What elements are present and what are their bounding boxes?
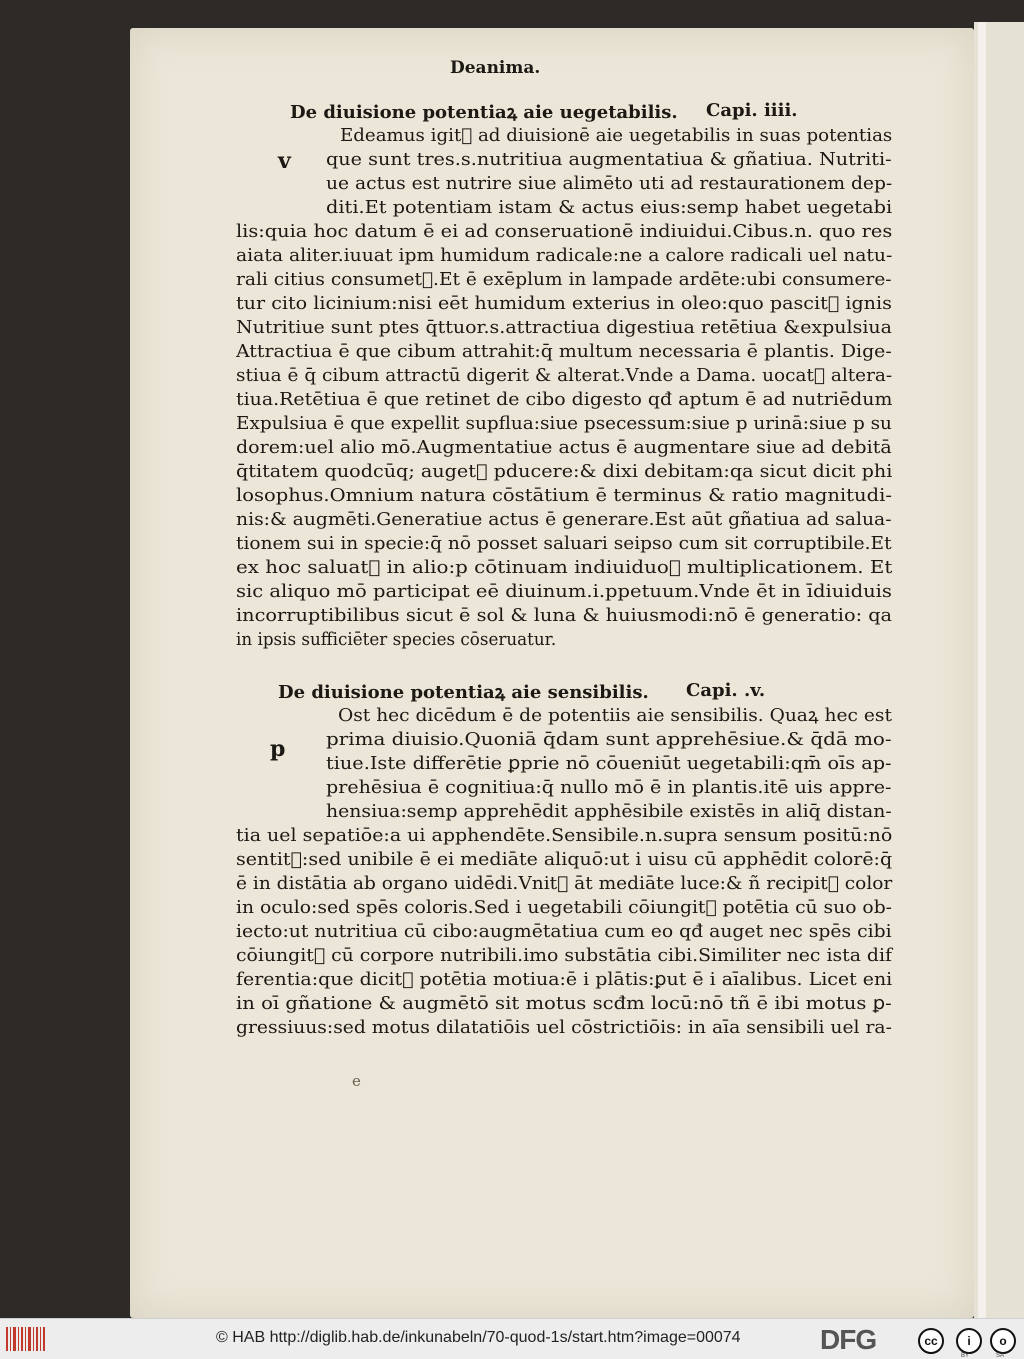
text-line: tiue.Iste differētie ꝑprie nō cōueniūt uegetabili:qm̄ oīs ap-: [326, 753, 892, 774]
text-line: tia uel sepatiōe:a ui apphendēte.Sensibile.n.supra sensum positū:nō: [236, 825, 893, 846]
chapter-5-number: Capi. .v.: [686, 680, 766, 701]
text-line: lis:quia hoc datum ē ei ad conseruationē indiuidui.Cibus.n. quo res: [236, 221, 893, 242]
source-url-link[interactable]: © HAB http://diglib.hab.de/inkunabeln/70-quod-1s/start.htm?image=00074: [216, 1329, 741, 1346]
text-line: sentitᷣ:sed unibile ē ei mediāte aliquō:ut i uisu cū apphēdit colorē:q̄: [236, 849, 893, 870]
text-line: hensiua:semp apprehēdit apphēsibile existēs in aliq̄ distan-: [326, 801, 892, 822]
text-line: ferentia:que dicitᷣ potētia motiua:ē i plātis:ꝑut ē i aīalibus. Licet eni: [236, 969, 893, 990]
text-line: dorem:uel alio mō.Augmentatiue actus ē augmentare siue ad debitā: [236, 437, 892, 458]
text-line: rali citius consumetᷣ.Et ē exēplum in lampade ardēte:ubi consumere-: [236, 269, 892, 290]
text-line: prima diuisio.Quoniā q̄dam sunt apprehēsiue.& q̄dā mo-: [326, 729, 892, 750]
text-line: que sunt tres.s.nutritiua augmentatiua & gñatiua. Nutriti-: [326, 149, 892, 170]
text-line: losophus.Omnium natura cōstātium ē terminus & ratio magnitudi-: [236, 485, 892, 506]
text-line: aiata aliter.iuuat ipm humidum radicale:ne a calore radicali uel natu-: [236, 245, 893, 266]
text-line: Nutritiue sunt ptes q̄ttuor.s.attractiua digestiua retētiua &expulsiua: [236, 317, 892, 338]
chapter-4-number: Capi. iiii.: [706, 100, 798, 121]
cc-license-icon[interactable]: cc: [918, 1328, 944, 1354]
text-line: Expulsiua ē que expellit supflua:siue psecessum:siue p urinā:siue p su: [236, 413, 892, 434]
text-line: cōiungitᷣ cū corpore nutribili.imo substātia cibi.Similiter nec ista dif: [236, 945, 892, 966]
text-line: stiua ē q̄ cibum attractū digerit & alterat.Vnde a Dama. uocatᷣ altera-: [236, 365, 893, 386]
text-line: ē in distātia ab organo uidēdi.Vnitᷣ āt mediāte luce:& ñ recipitᷣ color: [236, 873, 893, 894]
text-line: iecto:ut nutritiua cū cibo:augmētatiua cum eo qđ auget nec spēs cibi: [236, 921, 892, 942]
text-line: tiua.Retētiua ē que retinet de cibo digesto qđ aptum ē ad nutriēdum: [236, 389, 893, 410]
sa-license-icon[interactable]: o: [990, 1328, 1016, 1354]
footer-bar: [0, 1318, 1024, 1359]
sa-label: SA: [996, 1353, 1005, 1359]
chapter-4-heading: De diuisione potentiaꝝ aie uegetabilis.: [290, 102, 678, 123]
text-line: ex hoc saluatᷣ in alio:p cōtinuam indiuiduoꝝ multiplicationem. Et: [236, 557, 893, 578]
text-line: incorruptibilibus sicut ē sol & luna & huiusmodi:nō ē generatio: qa: [236, 605, 893, 626]
text-line: Attractiua ē que cibum attrahit:q̄ multum necessaria ē plantis. Dige-: [236, 341, 892, 362]
text-line: prehēsiua ē cognitiua:q̄ nullo mō ē in plantis.itē uis appre-: [326, 777, 892, 798]
chapter-4-initial: v: [278, 148, 291, 174]
text-line: gressiuus:sed motus dilatatiōis uel cōstrictiōis: in aīa sensibili uel ra-: [236, 1017, 892, 1038]
signature-mark: e: [352, 1072, 361, 1090]
text-line: Edeamus igitᷣ ad diuisionē aie uegetabilis in suas potentias: [340, 125, 893, 146]
text-line: in oī gñatione & augmētō sit motus scđm locū:nō tñ ē ibi motus ꝑ-: [236, 993, 892, 1014]
text-line: ue actus est nutrire siue alimēto uti ad restaurationem dep-: [326, 173, 893, 194]
text-line: tionem sui in specie:q̄ nō posset saluari seipso cum sit corruptibile.Et: [236, 533, 892, 554]
chapter-5-heading: De diuisione potentiaꝝ aie sensibilis.: [278, 682, 649, 703]
page-gutter-shadow: [978, 22, 986, 1318]
text-line: in oculo:sed spēs coloris.Sed i uegetabili cōiungitᷣ potētia cū suo ob-: [236, 897, 892, 918]
text-line: diti.Et potentiam istam & actus eius:semp habet uegetabi: [326, 197, 893, 218]
barcode-icon: [6, 1327, 46, 1351]
text-line: in ipsis sufficiēter species cōseruatur.: [236, 629, 557, 650]
text-line: q̄titatem quodcūq; augetᷣ pducere:& dixi debitam:qa sicut dicit phi: [236, 461, 893, 482]
text-line: tur cito licinium:nisi eēt humidum exterius in oleo:quo pascitᷣ ignis: [236, 293, 892, 314]
by-label: BY: [961, 1353, 970, 1359]
text-line: sic aliquo mō participat eē diuinum.i.ppetuum.Vnde ēt in īdiuiduis: [236, 581, 892, 602]
running-head: Deanima.: [450, 58, 541, 78]
by-license-icon[interactable]: i: [956, 1328, 982, 1354]
chapter-5-initial: p: [270, 736, 286, 762]
text-line: Ost hec dicēdum ē de potentiis aie sensibilis. Quaꝝ hec est: [338, 705, 892, 726]
dfg-logo: DFG: [820, 1324, 877, 1355]
text-line: nis:& augmēti.Generatiue actus ē generare.Est aūt gñatiua ad salua-: [236, 509, 892, 530]
